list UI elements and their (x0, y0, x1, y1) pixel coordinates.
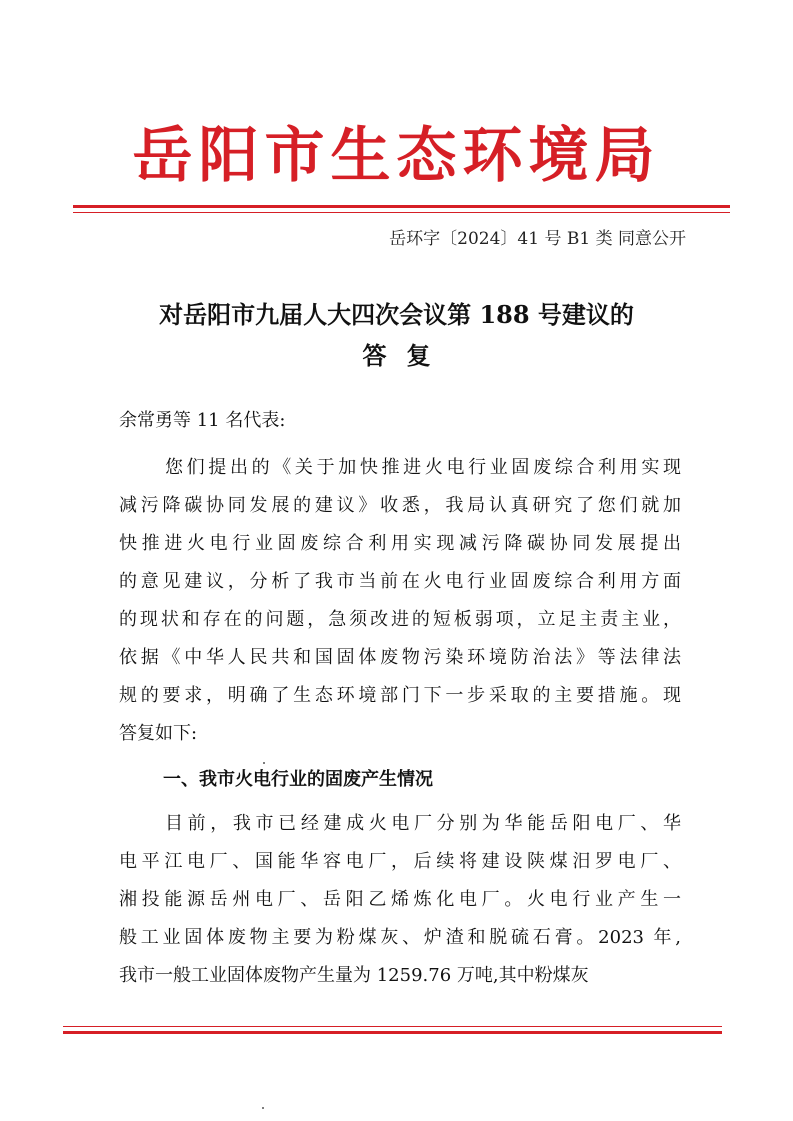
scan-speck (263, 762, 265, 764)
paragraph-1-line: 规的要求，明确了生态环境部门下一步采取的主要措施。现 (119, 685, 681, 706)
header-rule-thick (73, 205, 730, 208)
paragraph-2-line: 湘投能源岳州电厂、岳阳乙烯炼化电厂。火电行业产生一 (119, 889, 681, 910)
paragraph-2-line: 般工业固体废物主要为粉煤灰、炉渣和脱硫石膏。2023 年, (119, 927, 681, 948)
paragraph-1-line: 快推进火电行业固废综合利用实现减污降碳协同发展提出 (119, 533, 681, 554)
footer-rule-thin (63, 1026, 722, 1027)
document-title-line-2: 答复 (362, 341, 451, 370)
paragraph-2-line: 目前，我市已经建成火电厂分别为华能岳阳电厂、华 (165, 813, 681, 834)
footer-rule-thick (63, 1031, 722, 1034)
scan-speck (262, 1107, 264, 1109)
paragraph-1-line: 减污降碳协同发展的建议》收悉，我局认真研究了您们就加 (119, 495, 681, 516)
header-rule-thin (73, 212, 730, 213)
paragraph-1-line: 依据《中华人民共和国固体废物污染环境防治法》等法律法 (119, 647, 681, 668)
paragraph-2-line: 电平江电厂、国能华容电厂，后续将建设陕煤汨罗电厂、 (119, 851, 681, 872)
document-title-line-1: 对岳阳市九届人大四次会议第 188 号建议的 (159, 300, 634, 329)
agency-title: 岳阳市生态环境局 (132, 121, 661, 191)
salutation: 余常勇等 11 名代表: (119, 410, 286, 431)
section-heading: 一、我市火电行业的固废产生情况 (163, 769, 433, 790)
paragraph-1-line: 的意见建议，分析了我市当前在火电行业固废综合利用方面 (119, 571, 681, 592)
paragraph-1-line: 的现状和存在的问题，急须改进的短板弱项，立足主责主业， (119, 609, 681, 630)
paragraph-2-line: 我市一般工业固体废物产生量为 1259.76 万吨,其中粉煤灰 (119, 965, 589, 986)
paragraph-1-line: 答复如下: (119, 723, 198, 744)
paragraph-1-line: 您们提出的《关于加快推进火电行业固废综合利用实现 (165, 457, 681, 478)
document-number: 岳环字〔2024〕41 号 B1 类 同意公开 (389, 229, 686, 249)
